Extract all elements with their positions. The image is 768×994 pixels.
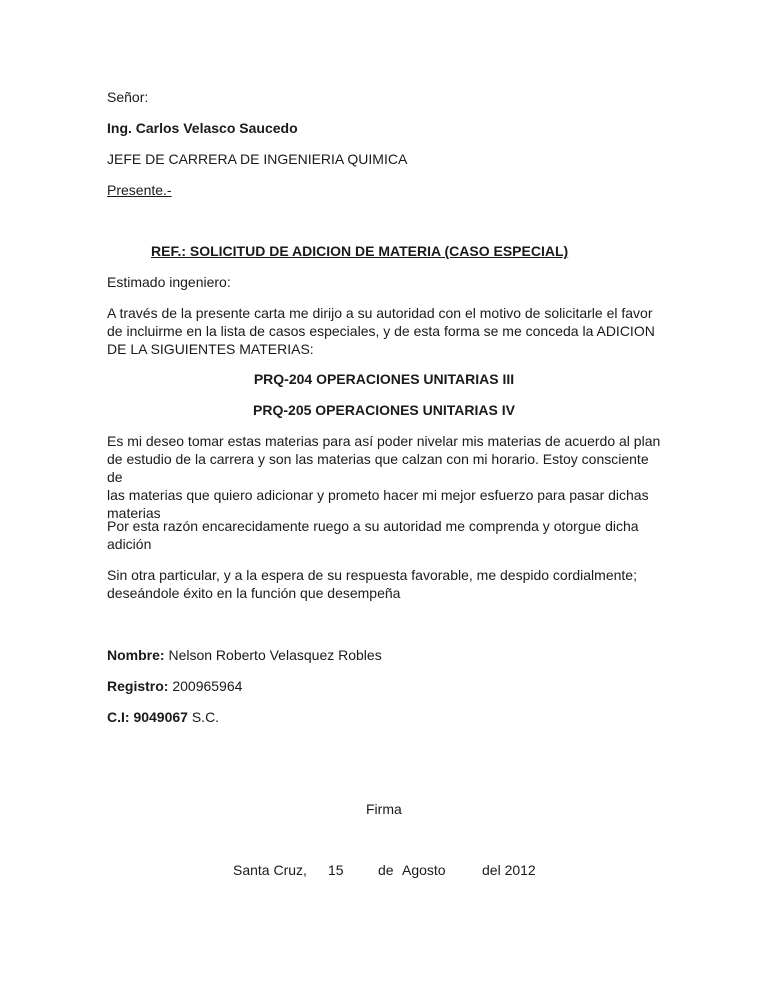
body-closing-line: deseándole éxito en la función que desempeña bbox=[107, 585, 401, 601]
student-name bbox=[107, 646, 382, 664]
student-ci bbox=[107, 708, 219, 726]
greeting: Señor: bbox=[107, 89, 149, 105]
body-request bbox=[107, 517, 667, 553]
recipient-name: Ing. Carlos Velasco Saucedo bbox=[107, 120, 298, 136]
reference-line: REF.: SOLICITUD DE ADICION DE MATERIA (CASO ESPECIAL) bbox=[151, 243, 569, 259]
body-reason-line: las materias que quiero adicionar y prometo hacer mi mejor esfuerzo para pasar dichas bbox=[107, 487, 649, 503]
body-reason-line: Es mi deseo tomar estas materias para así poder nivelar mis materias de acuerdo al plan bbox=[107, 433, 661, 449]
student-registro-value: 200965964 bbox=[168, 678, 243, 694]
date-city: Santa Cruz, bbox=[233, 862, 307, 878]
student-registro-label: Registro: bbox=[107, 678, 169, 694]
body-reason-line: materias bbox=[107, 505, 161, 521]
body-request-line: adición bbox=[107, 536, 152, 552]
salutation: Estimado ingeniero: bbox=[107, 274, 231, 290]
student-ci-value: S.C. bbox=[187, 709, 220, 725]
subject-item: PRQ-205 OPERACIONES UNITARIAS IV bbox=[253, 402, 515, 418]
student-name-label: Nombre: bbox=[107, 647, 165, 663]
body-reason bbox=[107, 432, 667, 522]
presente: Presente.- bbox=[107, 182, 172, 198]
student-name-value: Nelson Roberto Velasquez Robles bbox=[164, 647, 382, 663]
signature-label: Firma bbox=[366, 801, 402, 817]
body-closing bbox=[107, 566, 667, 602]
body-intro-line: DE LA SIGUIENTES MATERIAS: bbox=[107, 341, 314, 357]
recipient-title: JEFE DE CARRERA DE INGENIERIA QUIMICA bbox=[107, 151, 408, 167]
student-ci-label: C.I: 9049067 bbox=[107, 709, 188, 725]
date-month: Agosto bbox=[402, 862, 446, 878]
body-reason-line: de estudio de la carrera y son las materias que calzan con mi horario. Estoy consciente de bbox=[107, 451, 649, 485]
body-intro-line: A través de la presente carta me dirijo a su autoridad con el motivo de solicitarle el favor bbox=[107, 305, 653, 321]
subject-item: PRQ-204 OPERACIONES UNITARIAS III bbox=[253, 371, 515, 387]
date-de: de bbox=[378, 862, 394, 878]
body-intro-line: de incluirme en la lista de casos especiales, y de esta forma se me conceda la ADICION bbox=[107, 323, 655, 339]
date-day: 15 bbox=[328, 862, 344, 878]
body-closing-line: Sin otra particular, y a la espera de su respuesta favorable, me despido cordialmente; bbox=[107, 567, 637, 583]
body-request-line: Por esta razón encarecidamente ruego a su autoridad me comprenda y otorgue dicha bbox=[107, 518, 639, 534]
student-registro bbox=[107, 677, 242, 695]
body-intro bbox=[107, 304, 667, 358]
date-year: del 2012 bbox=[482, 862, 536, 878]
